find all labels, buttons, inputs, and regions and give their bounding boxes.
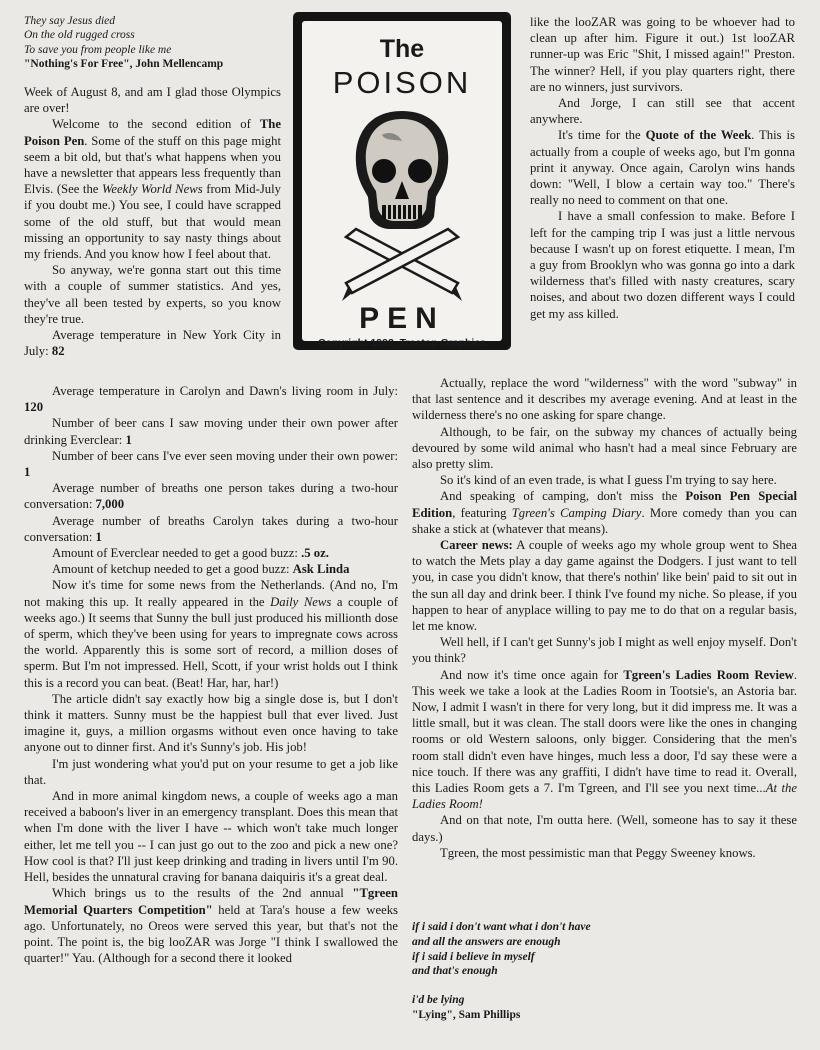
lyric-line: if i said i don't want what i don't have	[412, 921, 591, 933]
logo-poison: POISON	[332, 65, 472, 100]
epigraph-line: To save you from people like me	[24, 43, 172, 56]
skull-and-pens-icon	[342, 105, 462, 303]
paragraph: And Jorge, I can still see that accent anywhere.	[530, 96, 795, 127]
paragraph: And speaking of camping, don't miss the Poison Pen Special Edition, featuring Tgreen's Camping Diary. More comedy than you can shake a stick at (whatever that means).	[412, 489, 798, 536]
paragraph: So it's kind of an even trade, is what I guess I'm trying to say here.	[440, 473, 777, 488]
paragraph: Actually, replace the word "wilderness" with the word "subway" in that last sentence and it describes my average evening. And at least in the wilderness there's no one asking for spare change.	[412, 376, 797, 423]
logo-pen: PEN	[359, 302, 445, 335]
statistic: Number of beer cans I saw moving under their own power after drinking Everclear: 1	[24, 416, 398, 447]
statistic: Amount of Everclear needed to get a good buzz: .5 oz.	[52, 546, 329, 561]
epigraph	[24, 14, 289, 72]
paragraph: I'm just wondering what you'd put on your resume to get a job like that.	[24, 756, 398, 787]
paragraph: And in more animal kingdom news, a couple of weeks ago a man received a baboon's liver in an emergency transplant. Does this mean that when I'm done with the liver I have -- which won't take much longer either, let me tell you -- I can just go out to the zoo and pick a new one? How cool is that? I'll just keep drinking and trading in livers until I'm 90. Hell, besides the unnatural craving for banana daiquiris it's a great deal.	[24, 789, 398, 885]
paragraph: It's time for the Quote of the Week. This is actually from a couple of weeks ago, but I'm gonna print it anyway. Once again, Carolyn wins hands down: "Well, I blow a certain way too." There's really no need to comment on that one.	[530, 128, 795, 208]
paragraph: like the looZAR was going to be whoever had to clean up after him. Figure it out.) 1st looZAR runner-up was Eric "Shit, I missed again!" Preston. The winner? Hell, if you play quarters right, there are no winners, just survivors.	[530, 15, 795, 94]
statistic: Amount of ketchup needed to get a good buzz: Ask Linda	[52, 562, 350, 577]
lyric-line: if i said i believe in myself	[412, 950, 535, 963]
paragraph: And on that note, I'm outta here. (Well, someone has to say it these days.)	[412, 813, 797, 844]
lyric-credit: "Lying", Sam Phillips	[412, 1008, 521, 1021]
paragraph: Career news: A couple of weeks ago my whole group went to Shea to watch the Mets play a day game against the Dodgers. I just want to tell you, in case you didn't know, that there's nothin' like bein' paid to sit out in the sun all day and drink beer. I think I've found my niche. So please, if you happen to hear of anyplace willing to pay me to do that on a regular basis, let me know.	[412, 538, 798, 634]
closing-lyrics	[412, 920, 797, 1023]
paragraph: Well hell, if I can't get Sunny's job I might as well enjoy myself. Don't you think?	[412, 635, 797, 666]
logo-the: The	[379, 35, 425, 63]
left-column-main	[24, 383, 398, 966]
paragraph: Week of August 8, and am I glad those Olympics are over!	[24, 85, 281, 116]
epigraph-credit: "Nothing's For Free", John Mellencamp	[24, 58, 224, 71]
paragraph: Average temperature in New York City in July: 82	[24, 328, 281, 359]
epigraph-line: On the old rugged cross	[24, 29, 135, 42]
paragraph: Although, to be fair, on the subway my chances of actually being devoured by some wild animal who hasn't had a meal since February are also pretty slim.	[412, 424, 797, 472]
paragraph: So anyway, we're gonna start out this time with a couple of summer statistics. And yes, they've all been tested by experts, so you know they're true.	[24, 263, 281, 326]
epigraph-line: They say Jesus died	[24, 15, 116, 27]
right-column-top	[530, 14, 795, 322]
lyric-line: and all the answers are enough	[412, 935, 561, 948]
paragraph: Now it's time for some news from the Netherlands. (And no, I'm not making this up. It really appeared in the Daily News a couple of weeks ago.) It seems that Sunny the bull just produced his millionth dose of sperm, which they've been using for years to impregnate cows across the world. Apparently this is some sort of record, a million doses of sperm. But I'm not impressed. Hell, Scott, if your wrist holds out I think this is a record you can beat. (Beat! Har, har, har!)	[24, 578, 398, 690]
paragraph: Welcome to the second edition of The Poison Pen. Some of the stuff on this page might seem a bit old, but that's what happens when you have a newsletter that appears less frequently than Elvis. (See the Weekly World News from Mid-July if you doubt me.) You see, I could have scrapped some of the old stuff, but that would mean missing an opportunity to say nasty things about my friends. And you know how I feel about that.	[24, 117, 281, 262]
lyric-line: i'd be lying	[412, 994, 465, 1007]
paragraph: And now it's time once again for Tgreen's Ladies Room Review. This week we take a look at the Ladies Room in Tootsie's, an Astoria bar. Now, I admit I wasn't in there for very long, but it did impress me. It was a little small, but it was clean. The stall doors were like the ones in changing rooms or old Western saloons, only bigger. Considering that the men's room stall didn't even have hinges, much less a door, I'd say these were a nice touch. If there was any graffiti, I didn't have time to read it. Overall, this Ladies Room gets a 7. I'm Tgreen, and I'll see you next time...At the Ladies Room!	[412, 667, 797, 812]
logo-copyright: Copyright 1992, Treetop Graphics	[317, 337, 487, 349]
lyric-line: and that's enough	[412, 965, 498, 978]
statistic: Average number of breaths one person takes during a two-hour conversation: 7,000	[24, 481, 398, 512]
statistic: Average number of breaths Carolyn takes during a two-hour conversation: 1	[24, 513, 398, 544]
left-column-top	[24, 84, 281, 359]
paragraph: Tgreen, the most pessimistic man that Peggy Sweeney knows.	[440, 845, 756, 860]
right-column-main	[412, 375, 797, 861]
paragraph: I have a small confession to make. Before I left for the camping trip I was just a little nervous because I wasn't up on forest etiquette. I mean, I'm a guy from Brooklyn who was gonna go into a dark wilderness that's filled with nasty creatures, scary noises, and about two dozen different ways I could get my ass killed.	[530, 209, 795, 321]
statistic: Average temperature in Carolyn and Dawn's living room in July: 120	[24, 384, 398, 415]
paragraph: Which brings us to the results of the 2nd annual "Tgreen Memorial Quarters Competition" held at Tara's house a few weeks ago. Unfortunately, no Oreos were served this year, but that's not the point. The point is, the big looZAR was Jorge "I think I swallowed the quarter!" Yau. (Although for a second there it looked	[24, 886, 398, 966]
paragraph: The article didn't say exactly how big a single dose is, but I don't think it matters. Sunny must be the happiest bull that ever lived. Just imagine it, guys, a million orgasms without even once having to take anyone out to dinner first. And it's Sunny's job. His job!	[24, 691, 398, 755]
poison-pen-logo	[293, 12, 511, 350]
statistic: Number of beer cans I've ever seen moving under their own power: 1	[24, 448, 398, 480]
